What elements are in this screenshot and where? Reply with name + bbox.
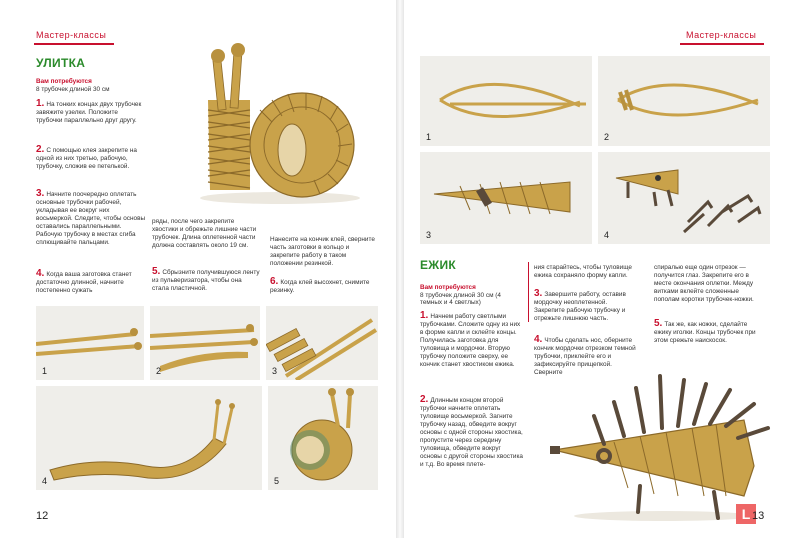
step-photo-3 [420,152,592,244]
article-title: УЛИТКА [36,56,86,70]
photo-label: 1 [42,366,48,376]
step-photo-2 [150,306,260,380]
step-1 [420,312,524,369]
photo-label: 4 [604,230,610,240]
step-text: Так же, как ножки, сделайте ежику иголки. Концы трубочек при этом срежьте наискосок. [654,321,756,344]
photo-label: 2 [604,132,610,142]
step-number: 4. [36,268,45,279]
step-3 [534,290,638,323]
header-rule [680,43,764,45]
photo-label: 3 [426,230,432,240]
photo-label: 4 [42,476,48,486]
snail-hero-image [180,40,370,210]
materials-box [36,78,146,93]
column-3-text: спиралью еще один отрезок — получится глаз. Закрепите его в месте окончания оплетки. Между витками вклейте сложенные пополам коротки трубочек-ножки. [654,264,754,303]
step-4 [36,270,146,295]
step-number: 1. [420,310,429,321]
materials-heading: Вам потребуются [420,284,476,291]
left-page [0,0,396,538]
section-header: Мастер-классы [686,30,757,40]
step-photo-1 [36,306,144,380]
photo-label: 5 [274,476,280,486]
publisher-logo: L [736,504,756,524]
step-photo-3 [266,306,378,380]
step-text: Длинным концом второй трубочки начните оплетать туловище восьмеркой. Загните трубочку назад, обведите вокруг основы с одной стороны хвостика, пропустите через середину туловища, обведите вокруг основы с другой стороны хвостика и т.д. Во время плете- [420,397,523,468]
page-number: 13 [752,510,765,522]
step-text: Начните поочередно оплетать основные трубочки рабочей, укладывая ее вокруг них восьмеркой. Следите, чтобы основы оставались параллельными. Рабочую трубочку в местах сгиба сплющивайте пальцами. [36,191,146,246]
step-text: На тонких концах двух трубочек завяжите узелки. Положите трубочки параллельно друг другу. [36,101,142,124]
step-number: 4. [534,334,543,345]
materials-text: 8 трубочек длиной 30 см [36,85,110,93]
page-number: 12 [36,510,49,522]
step-3 [36,190,146,247]
step-text: Сбрызните получившуюся ленту из пульверизатора, чтобы она стала пластичной. [152,269,260,292]
step-text: Чтобы сделать нос, оберните кончик мордочки отрезком темной трубочки, приклейте его и зафиксируйте прищепкой. Сверните [534,337,636,376]
step-5 [654,320,766,345]
step-5 [152,268,260,293]
materials-heading: Вам потребуются [36,78,92,85]
step-text: Завершите работу, оставив мордочку неоплетенной. Закрепите рабочую трубочку и отрежьте лишнюю часть. [534,291,626,322]
step-number: 5. [152,266,161,277]
step-2 [420,396,524,469]
photo-label: 2 [156,366,162,376]
column-3-text: Нанесите на кончик клей, сверните часть заготовки в кольцо и закрепите работу в таком положении резинкой. [270,236,375,267]
step-photo-4 [598,152,770,244]
step-1 [36,100,146,125]
column-2-text: ряды, после чего закрепите хвостики и обрежьте лишние части трубочек. Длина оплетенной части должна составлять около 19 см. [152,218,257,249]
step-text: Начнем работу светлыми трубочками. Сложите одну из них в форме капли и склейте концы. Получилась заготовка для туловища и мордочки. Вторую трубочку положите сверху, ее кончик станет хвостиком ежика. [420,313,521,368]
step-photo-2 [598,56,770,146]
step-text: Когда клей высохнет, снимите резинку. [270,279,370,294]
materials-box [420,284,524,307]
column-2-text: ния старайтесь, чтобы туловище ежика сохраняло форму капли. [534,264,632,279]
column-rule [528,262,529,322]
step-text: Когда ваша заготовка станет достаточно длинной, начните постепенно сужать [36,271,132,294]
photo-label: 3 [272,366,278,376]
step-number: 3. [36,188,45,199]
right-page [404,0,800,538]
step-number: 6. [270,276,279,287]
hedgehog-hero-image [544,366,774,526]
step-number: 3. [534,288,543,299]
step-photo-5 [268,386,378,490]
step-text: С помощью клея закрепите на одной из них третью, рабочую, трубочку, сложив ее петелькой. [36,147,137,170]
step-photo-4 [36,386,262,490]
step-photo-1 [420,56,592,146]
step-number: 2. [420,394,429,405]
book-gutter [396,0,404,538]
article-title: ЕЖИК [420,258,456,272]
photo-label: 1 [426,132,432,142]
step-number: 5. [654,318,663,329]
header-rule [34,43,114,45]
section-header: Мастер-классы [36,30,107,40]
step-number: 1. [36,98,45,109]
step-6 [270,278,378,295]
materials-text: 8 трубочек длиной 30 см (4 темных и 4 светлых) [420,291,501,306]
step-2 [36,146,146,171]
step-number: 2. [36,144,45,155]
